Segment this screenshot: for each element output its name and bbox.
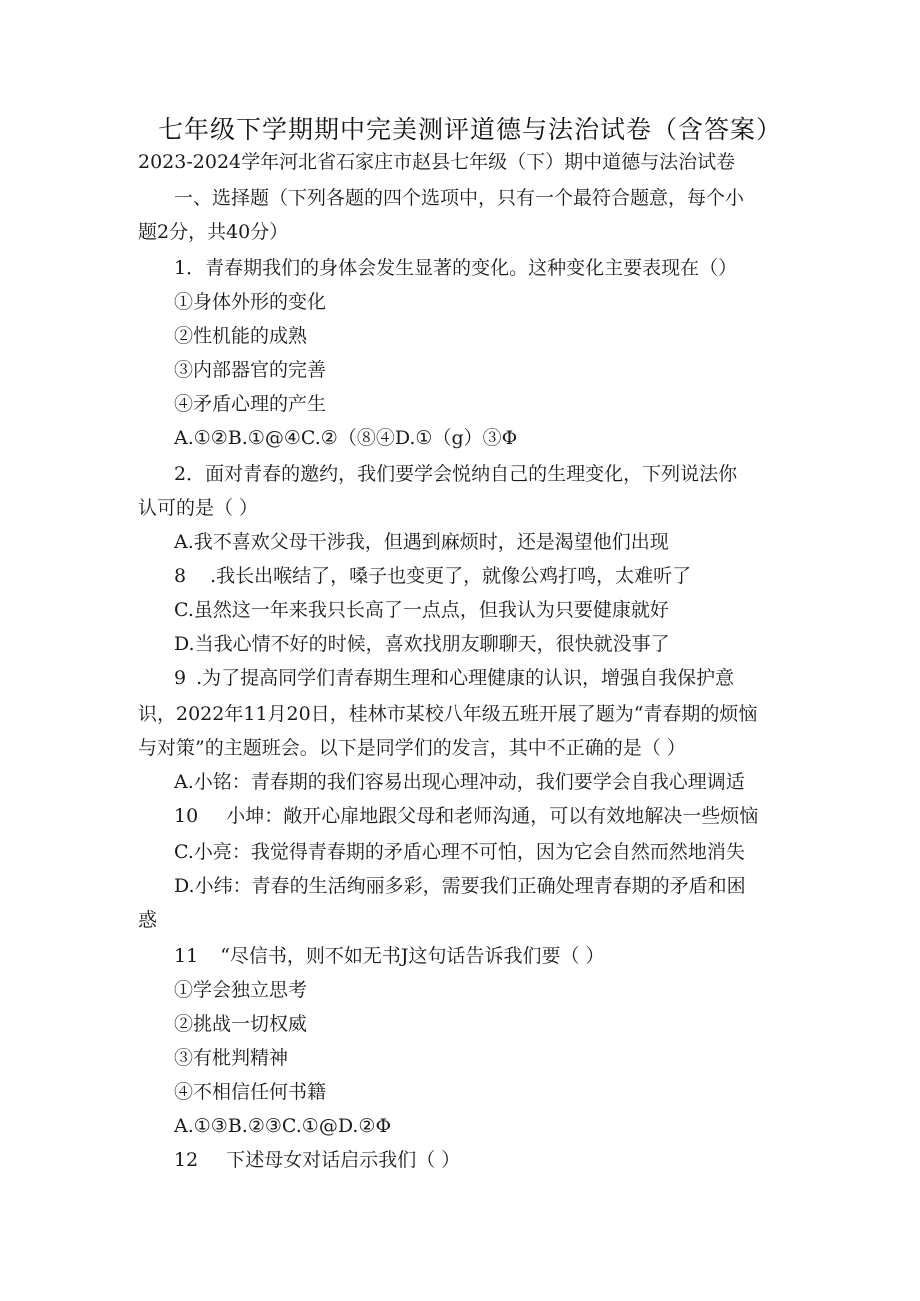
question-1-option: ③内部器官的完善 — [174, 359, 327, 381]
question-4-option: ②挑战一切权威 — [174, 1013, 308, 1035]
question-3-stem-cont: 与对策”的主题班会。以下是同学们的发言，其中不正确的是（ ） — [138, 737, 686, 759]
question-2-choice-b — [174, 564, 691, 588]
question-2-stem: 2．面对青春的邀约，我们要学会悦纳自己的生理变化，下列说法你 — [174, 463, 738, 485]
question-1-option: ①身体外形的变化 — [174, 291, 327, 313]
question-4-choices: A.①③B.②③C.①@D.②Φ — [174, 1115, 392, 1137]
question-text: .为了提高同学们青春期生理和心理健康的认识，增强自我保护意 — [196, 667, 735, 689]
question-text: 下述母女对话启示我们（ ） — [226, 1149, 461, 1171]
section-heading-cont: 题2分，共40分） — [138, 221, 289, 243]
question-number: 9 — [174, 667, 187, 689]
question-5-stem — [174, 1148, 460, 1172]
question-2-choice-a: A.我不喜欢父母干涉我，但遇到麻烦时，还是渴望他们出现 — [174, 531, 669, 553]
choice-number: 10 — [174, 805, 199, 827]
question-3-stem-cont: 识，2022年11月20日，桂林市某校八年级五班开展了题为“青春期的烦恼 — [138, 703, 758, 725]
question-4-option: ①学会独立思考 — [174, 979, 308, 1001]
question-3-choice-d: D.小纬：青春的生活绚丽多彩，需要我们正确处理青春期的矛盾和困 — [174, 875, 746, 897]
choice-text: 小坤：敞开心扉地跟父母和老师沟通，可以有效地解决一些烦恼 — [226, 805, 759, 827]
question-2-stem-cont: 认可的是（ ） — [138, 497, 259, 519]
question-4-option: ④不相信任何书籍 — [174, 1081, 327, 1103]
section-heading: 一、选择题（下列各题的四个选项中，只有一个最符合题意，每个小 — [174, 187, 745, 209]
question-1-choices: A.①②B.①@④C.②（⑧④D.①（g）③Φ — [174, 427, 518, 449]
document-title: 七年级下学期期中完美测评道德与法治试卷（含答案） — [157, 115, 782, 144]
choice-text: .我长出喉结了，嗓子也变更了，就像公鸡打鸣，太难听了 — [210, 565, 692, 587]
choice-number: 8 — [174, 565, 187, 587]
document-subtitle: 2023-2024学年河北省石家庄市赵县七年级（下）期中道德与法治试卷 — [138, 151, 736, 173]
question-3-choice-d-cont: 惑 — [138, 909, 158, 931]
question-number: 12 — [174, 1149, 199, 1171]
question-2-choice-c: C.虽然这一年来我只长高了一点点，但我认为只要健康就好 — [174, 599, 669, 621]
question-4-stem — [174, 944, 605, 968]
question-number: 11 — [174, 945, 199, 967]
question-2-choice-d: D.当我心情不好的时候，喜欢找朋友聊聊天，很快就没事了 — [174, 633, 670, 655]
question-4-option: ③有枇判精神 — [174, 1047, 289, 1069]
question-1-option: ④矛盾心理的产生 — [174, 393, 327, 415]
question-1-option: ②性机能的成熟 — [174, 325, 308, 347]
question-text: “尽信书，则不如无书J这句话告诉我们要（ ） — [220, 945, 605, 967]
question-3-choice-a: A.小铭：青春期的我们容易出现心理冲动，我们要学会自我心理调适 — [174, 771, 745, 793]
question-3-choice-b — [174, 804, 758, 828]
question-3-stem — [174, 666, 734, 690]
question-3-choice-c: C.小亮：我觉得青春期的矛盾心理不可怕，因为它会自然而然地消失 — [174, 841, 745, 863]
question-1-stem: 1．青春期我们的身体会发生显著的变化。这种变化主要表现在（） — [174, 257, 738, 279]
